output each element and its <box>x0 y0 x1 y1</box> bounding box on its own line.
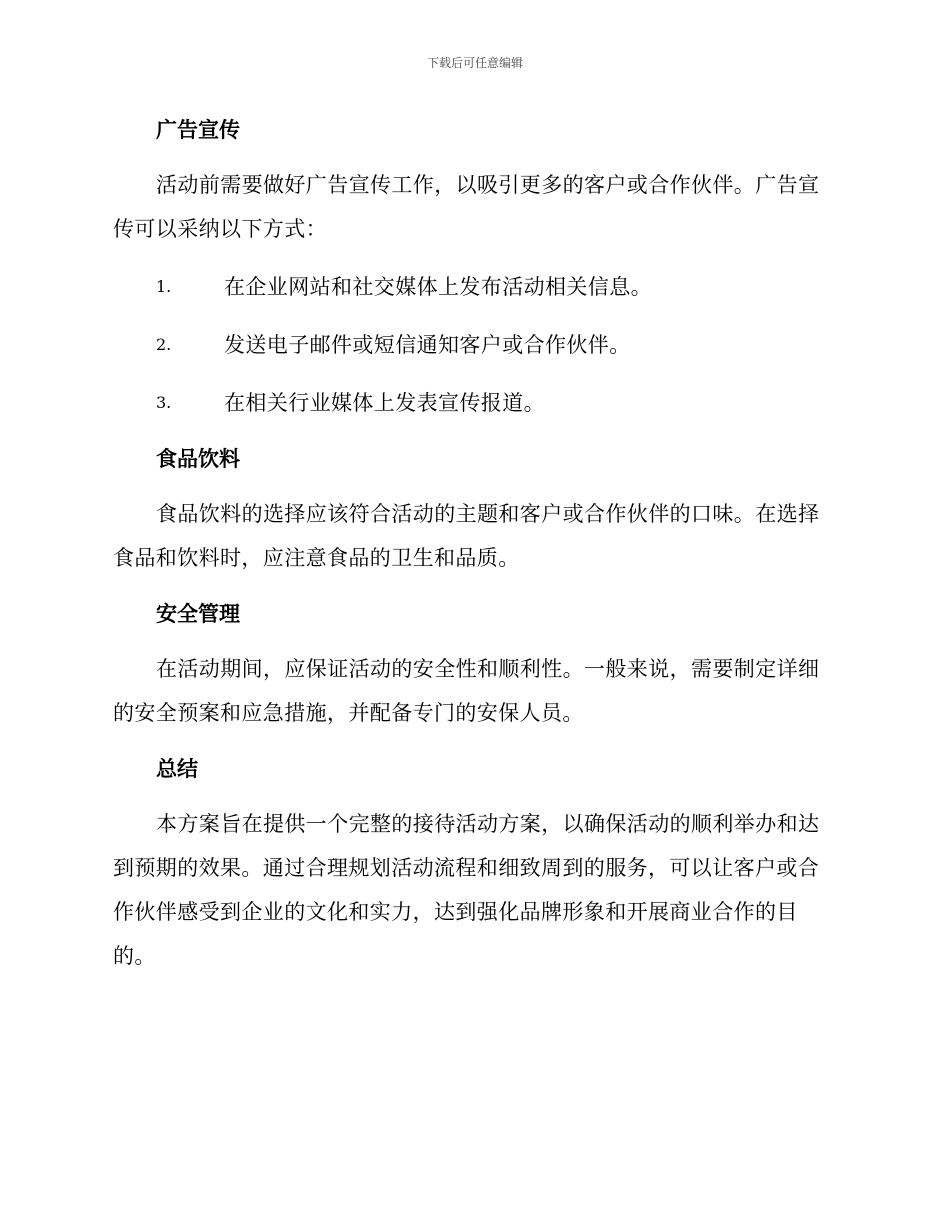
section-heading-advertising: 广告宣传 <box>156 118 240 142</box>
list-item-text: 发送电子邮件或短信通知客户或合作伙伴。 <box>224 333 631 357</box>
list-item-number: 2. <box>156 335 172 354</box>
section-paragraph-summary: 本方案旨在提供一个完整的接待活动方案，以确保活动的顺利举办和达到预期的效果。通过合理规划活动流程和细致周到的服务，可以让客户或合作伙伴感受到企业的文化和实力，达到强化品牌形象和开展商业合作的目的。 <box>113 812 820 968</box>
section-paragraph-safety: 在活动期间，应保证活动的安全性和顺利性。一般来说，需要制定详细的安全预案和应急措施，并配备专门的安保人员。 <box>113 657 820 725</box>
section-heading-safety: 安全管理 <box>156 602 240 626</box>
document-body <box>113 110 833 978</box>
section-heading-summary: 总结 <box>156 757 198 781</box>
advertising-methods-list <box>113 265 833 439</box>
list-item-text: 在企业网站和社交媒体上发布活动相关信息。 <box>224 275 652 299</box>
list-item-number: 1. <box>156 277 172 296</box>
section-paragraph-advertising: 活动前需要做好广告宣传工作，以吸引更多的客户或合作伙伴。广告宣传可以采纳以下方式： <box>113 173 820 241</box>
list-item-text: 在相关行业媒体上发表宣传报道。 <box>224 391 545 415</box>
section-heading-food-drinks: 食品饮料 <box>156 447 240 471</box>
page-header-note: 下载后可任意编辑 <box>426 56 523 70</box>
list-item <box>113 381 833 439</box>
list-item <box>113 265 833 323</box>
list-item-number: 3. <box>156 393 172 412</box>
list-item <box>113 323 833 381</box>
section-paragraph-food-drinks: 食品饮料的选择应该符合活动的主题和客户或合作伙伴的口味。在选择食品和饮料时，应注意食品的卫生和品质。 <box>113 502 820 570</box>
